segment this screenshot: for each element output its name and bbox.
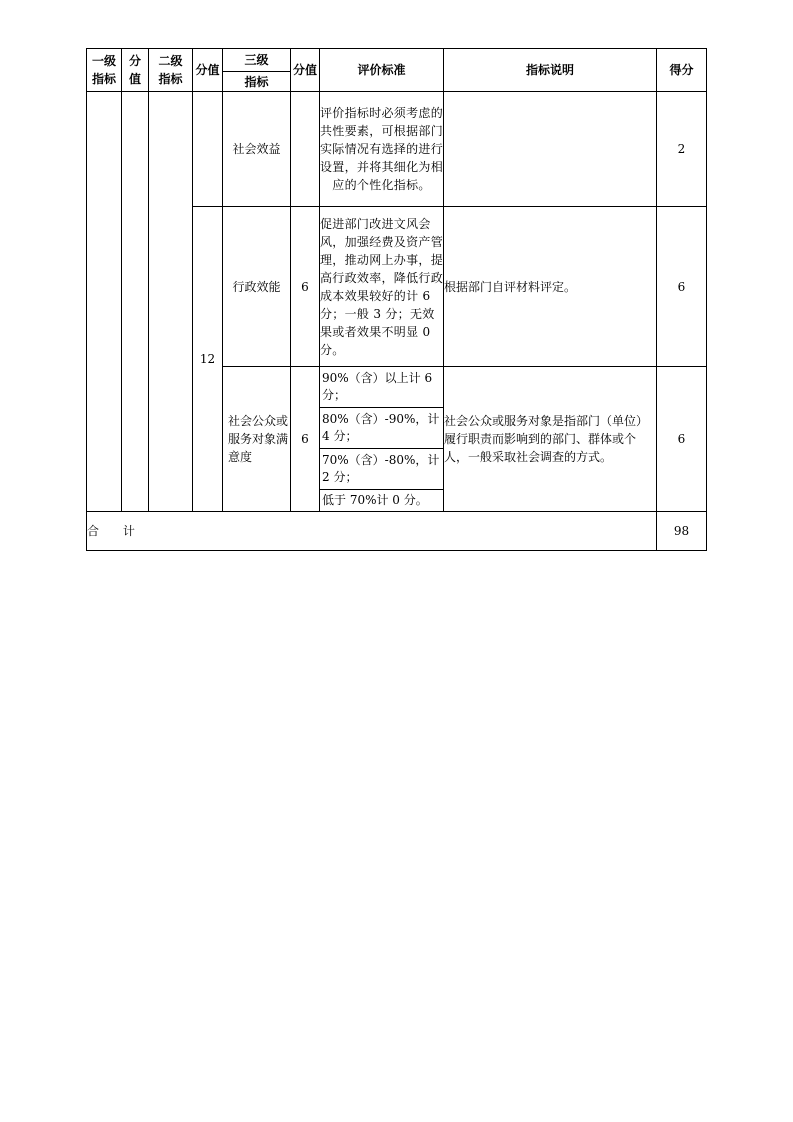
admin-efficiency-standard: 促进部门改进文风会风，加强经费及资产管理，推动网上办事，提高行政效率，降低行政成本效果较好的计 6 分；一般 3 分；无效果或者效果不明显 0 分。 — [320, 207, 444, 367]
header-score3: 分值 — [291, 49, 320, 92]
admin-efficiency-description: 根据部门自评材料评定。 — [444, 207, 657, 367]
group-score: 12 — [193, 207, 223, 512]
satisfaction-score: 6 — [291, 367, 320, 512]
total-label: 合 计 — [87, 512, 657, 551]
satisfaction-points: 6 — [657, 367, 707, 512]
header-level2: 二级 指标 — [149, 49, 193, 92]
satisfaction-standard — [320, 367, 444, 512]
header-standard: 评价标准 — [320, 49, 444, 92]
score2-empty-cell — [193, 92, 223, 207]
satisfaction-standard-item: 90%（含）以上计 6 分； — [320, 367, 443, 408]
satisfaction-standard-item: 低于 70%计 0 分。 — [322, 493, 428, 507]
social-benefit-name: 社会效益 — [223, 92, 291, 207]
score1-empty-cell — [122, 92, 149, 512]
satisfaction-standard-item: 70%（含）-80%，计 2 分； — [320, 449, 443, 490]
header-score2: 分值 — [193, 49, 223, 92]
admin-efficiency-score: 6 — [291, 207, 320, 367]
header-description: 指标说明 — [444, 49, 657, 92]
social-benefit-standard: 评价指标时必须考虑的共性要素，可根据部门实际情况有选择的进行设置，并将其细化为相应的个性化指标。 — [320, 92, 444, 207]
header-points: 得分 — [657, 49, 707, 92]
evaluation-table — [86, 48, 707, 551]
header-level3-b: 指标 — [223, 72, 291, 92]
admin-efficiency-points: 6 — [657, 207, 707, 367]
satisfaction-name: 社会公众或服务对象满意度 — [223, 367, 291, 512]
level2-empty-cell — [149, 92, 193, 512]
satisfaction-standard-item: 80%（含）-90%，计 4 分； — [320, 408, 443, 449]
total-points: 98 — [657, 512, 707, 551]
satisfaction-standard-list — [320, 367, 443, 511]
social-benefit-points: 2 — [657, 92, 707, 207]
satisfaction-description: 社会公众或服务对象是指部门（单位）履行职责而影响到的部门、群体或个人，一般采取社会调查的方式。 — [444, 367, 657, 512]
level1-empty-cell — [87, 92, 122, 512]
header-score1: 分 值 — [122, 49, 149, 92]
header-level1: 一级 指标 — [87, 49, 122, 92]
header-level3-a: 三级 — [223, 49, 291, 72]
social-benefit-description — [444, 92, 657, 207]
social-benefit-score — [291, 92, 320, 207]
admin-efficiency-name: 行政效能 — [223, 207, 291, 367]
